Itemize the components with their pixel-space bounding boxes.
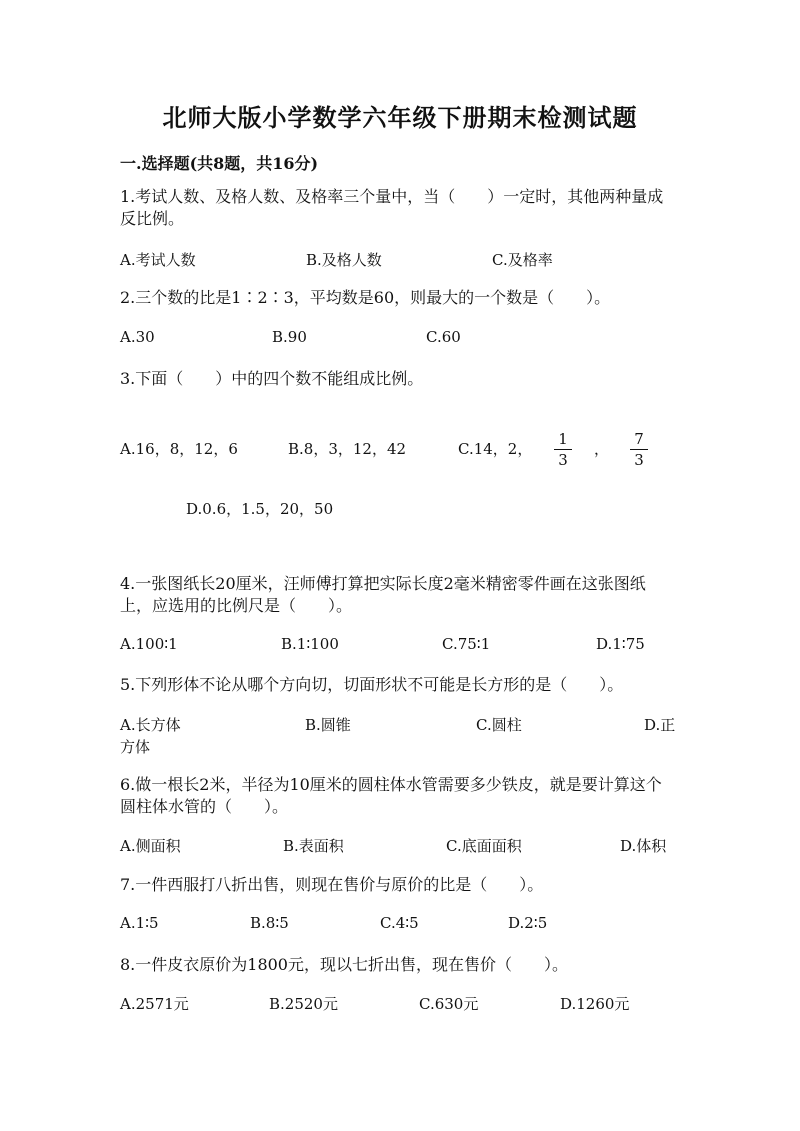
question-3-option-d: D.0.6，1.5，20，50 — [186, 500, 334, 518]
question-3-option-b: B.8，3，12，42 — [288, 440, 407, 458]
fraction-1-bar — [554, 449, 572, 450]
fraction-2-numerator: 7 — [634, 430, 644, 448]
question-4-text: 4.一张图纸长20厘米，汪师傅打算把实际长度2毫米精密零件画在这张图纸上，应选用的比例尺是（ ）。 — [120, 574, 646, 615]
question-3-text: 3.下面（ ）中的四个数不能组成比例。 — [120, 369, 424, 388]
question-8-option-b: B.2520元 — [269, 995, 338, 1013]
question-3-option-c: C.14，2， — [458, 440, 533, 458]
question-6-option-b: B.表面积 — [283, 837, 344, 855]
question-8-option-a: A.2571元 — [120, 995, 189, 1013]
question-5-option-d-continued: 方体 — [120, 738, 151, 756]
fraction-2-bar — [630, 449, 648, 450]
fraction-1-numerator: 1 — [558, 430, 568, 448]
question-2-option-b: B.90 — [272, 328, 307, 346]
question-4-option-c: C.75∶1 — [442, 635, 491, 653]
question-5-option-c: C.圆柱 — [476, 716, 522, 734]
fraction-1-denominator: 3 — [558, 451, 568, 469]
question-3-fraction-2 — [630, 431, 648, 468]
question-1-option-a: A.考试人数 — [120, 251, 196, 269]
question-6-text: 6.做一根长2米，半径为10厘米的圆柱体水管需要多少铁皮，就是要计算这个圆柱体水管的（ ）。 — [120, 775, 662, 816]
question-3-fraction-1 — [554, 431, 572, 468]
question-2-option-c: C.60 — [426, 328, 461, 346]
question-5-option-b: B.圆锥 — [305, 716, 351, 734]
question-6-option-c: C.底面面积 — [446, 837, 522, 855]
question-1-text: 1.考试人数、及格人数、及格率三个量中，当（ ）一定时，其他两种量成反比例。 — [120, 187, 664, 228]
question-4-option-a: A.100∶1 — [120, 635, 178, 653]
question-5-text: 5.下列形体不论从哪个方向切，切面形状不可能是长方形的是（ ）。 — [120, 675, 624, 694]
question-7-option-b: B.8∶5 — [250, 914, 289, 932]
question-7-text: 7.一件西服打八折出售，则现在售价与原价的比是（ ）。 — [120, 875, 544, 894]
question-4-option-b: B.1∶100 — [281, 635, 339, 653]
question-7-option-a: A.1∶5 — [120, 914, 159, 932]
question-7-option-d: D.2∶5 — [508, 914, 548, 932]
question-2-option-a: A.30 — [120, 328, 155, 346]
question-3-option-c-separator: ， — [594, 440, 610, 458]
question-6-option-a: A.侧面积 — [120, 837, 181, 855]
question-8-text: 8.一件皮衣原价为1800元，现以七折出售，现在售价（ ）。 — [120, 955, 568, 974]
question-5-option-a: A.长方体 — [120, 716, 181, 734]
fraction-2-denominator: 3 — [634, 451, 644, 469]
question-6-option-d: D.体积 — [620, 837, 667, 855]
question-1-option-c: C.及格率 — [492, 251, 553, 269]
page-title: 北师大版小学数学六年级下册期末检测试题 — [162, 103, 638, 132]
question-3-option-a: A.16，8，12，6 — [120, 440, 238, 458]
question-8-option-d: D.1260元 — [560, 995, 630, 1013]
question-2-text: 2.三个数的比是1∶2∶3，平均数是60，则最大的一个数是（ ）。 — [120, 288, 611, 307]
question-7-option-c: C.4∶5 — [380, 914, 419, 932]
question-1-option-b: B.及格人数 — [306, 251, 382, 269]
question-5-option-d: D.正 — [644, 716, 676, 734]
question-8-option-c: C.630元 — [419, 995, 479, 1013]
section-heading: 一.选择题(共8题，共16分) — [120, 154, 319, 173]
question-4-option-d: D.1∶75 — [596, 635, 645, 653]
